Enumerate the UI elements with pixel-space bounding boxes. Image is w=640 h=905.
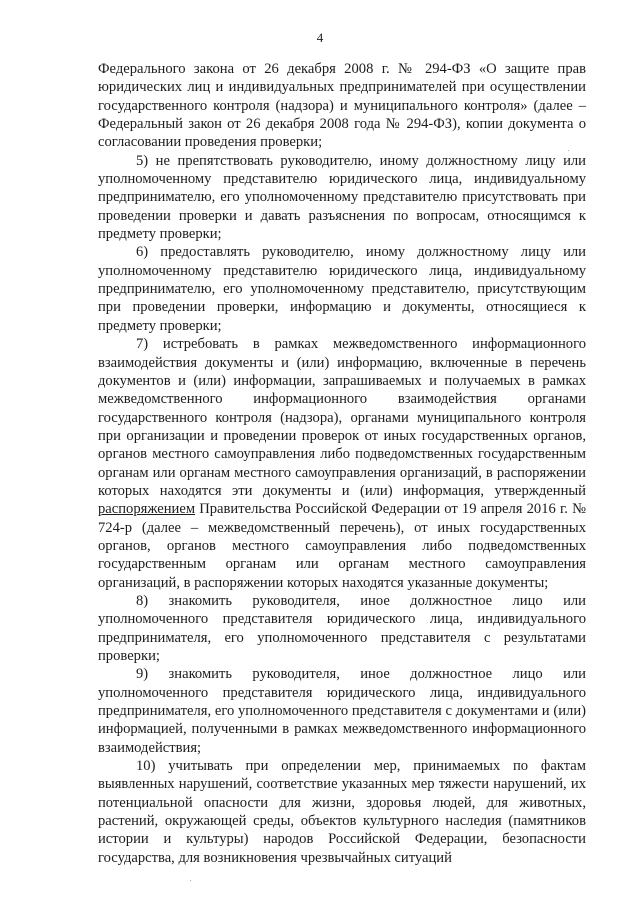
- scan-artifact-dot: [190, 880, 191, 881]
- document-body: [98, 60, 586, 867]
- paragraph-item-9: 9) знакомить руководителя, иное должностное лицо или уполномоченного представителя юридического лица, индивидуального предпринимателя, его уполномоченного представителя с документами и (или) информацией, полученными в рамках межведомственного информационного взаимодействия;: [98, 666, 586, 756]
- scan-artifact-dot: [568, 150, 569, 151]
- paragraph-item-5: 5) не препятствовать руководителю, иному должностному лицу или уполномоченному представителю юридического лица, индивидуальному предпринимателю, его уполномоченному представителю присутствовать при проведении проверки и давать разъяснения по вопросам, относящимся к предмету проверки;: [98, 152, 586, 243]
- regulation-link[interactable]: распоряжением: [98, 501, 196, 518]
- paragraph-continuation: Федерального закона от 26 декабря 2008 г. № 294-ФЗ «О защите прав юридических лиц и индивидуальных предпринимателей при осуществлении государственного контроля (надзора) и муниципального контроля» (далее – Федеральный закон от 26 декабря 2008 года № 294-ФЗ), копии документа о согласовании проведения проверки;: [98, 61, 586, 151]
- paragraph-item-7: [98, 335, 586, 592]
- paragraph-item-6: 6) предоставлять руководителю, иному должностному лицу или уполномоченному представителю юридического лица, индивидуальному предпринимателю, его уполномоченному представителю, присутствующим при проведении проверки, информацию и документы, относящиеся к предмету проверки;: [98, 244, 586, 334]
- page-number: 4: [316, 30, 324, 45]
- paragraph-item-7-text-before: 7) истребовать в рамках межведомственного информационного взаимодействия документы и (или) информацию, включенные в перечень документов и (или) информации, запрашиваемых и получаемых в рамках межведомственного информационного взаимодействия органами государственного контроля (надзора), органами муниципального контроля при организации и проведении проверок от иных государственных органов, органов местного самоуправления либо подведомственных государственным органам или органам местного самоуправления организаций, в распоряжении которых находятся эти документы и (или) информация, утвержденный: [98, 336, 586, 499]
- paragraph-item-7-text-after: Правительства Российской Федерации от 19 апреля 2016 г. № 724-р (далее – межведомственный перечень), от иных государственных органов, органов местного самоуправления либо подведомственных государственным органам или органам местного самоуправления организаций, в распоряжении которых находятся указанные документы;: [98, 501, 586, 591]
- paragraph-item-8: 8) знакомить руководителя, иное должностное лицо или уполномоченного представителя юридического лица, индивидуального предпринимателя, его уполномоченного представителя с результатами проверки;: [98, 592, 586, 664]
- paragraph-item-10: 10) учитывать при определении мер, принимаемых по фактам выявленных нарушений, соответствие указанных мер тяжести нарушений, их потенциальной опасности для жизни, здоровья людей, для животных, растений, окружающей среды, объектов культурного наследия (памятников истории и культуры) народов Российской Федерации, безопасности государства, для возникновения чрезвычайных ситуаций: [98, 758, 586, 866]
